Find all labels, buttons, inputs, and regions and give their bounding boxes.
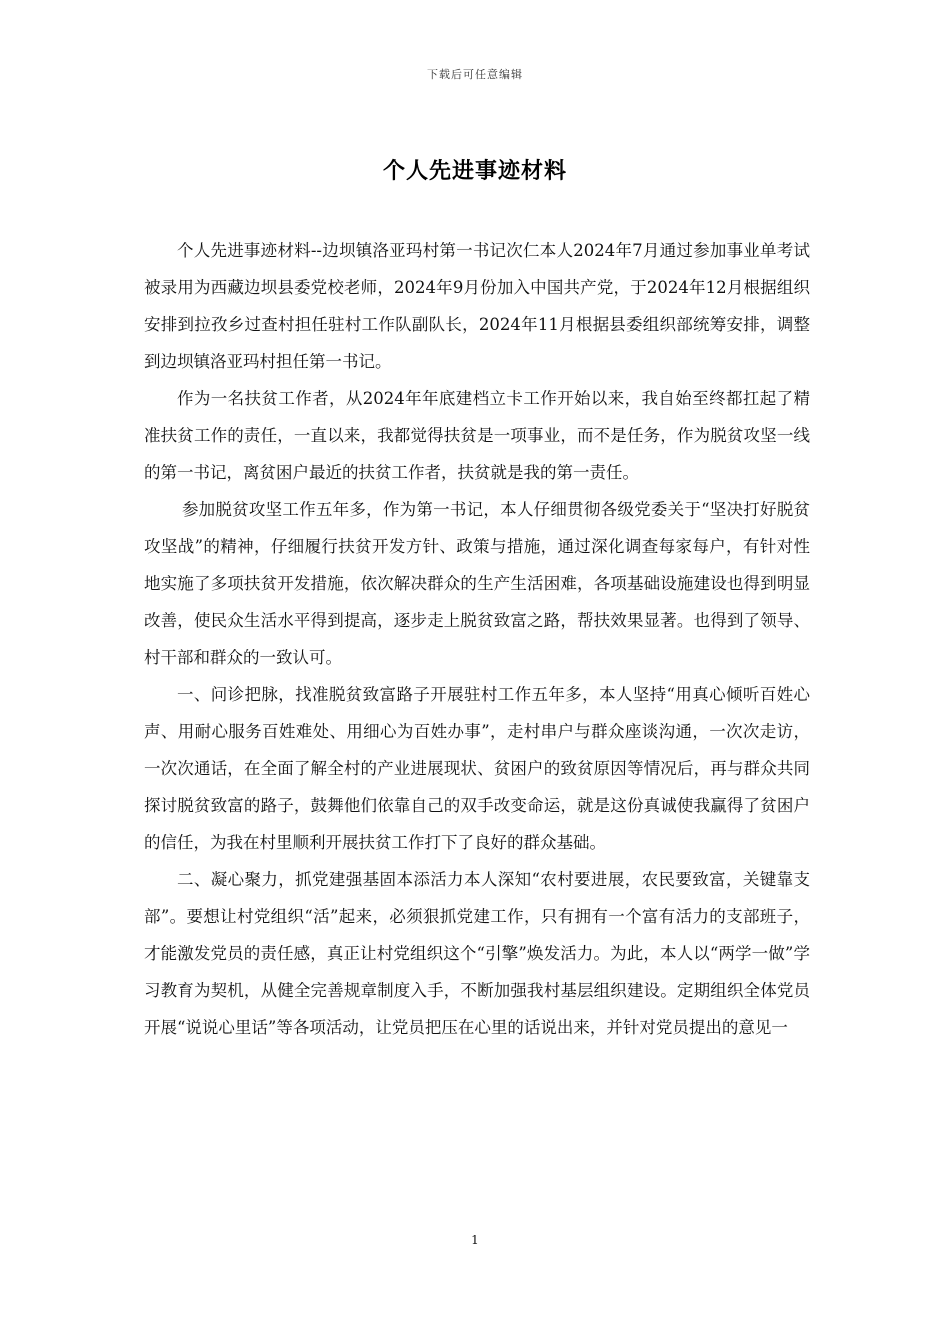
header-note: 下载后可任意编辑 [427, 68, 523, 81]
document-title: 个人先进事迹材料 [382, 158, 567, 184]
paragraph-1: 个人先进事迹材料--边坝镇洛亚玛村第一书记次仁本人2024年7月通过参加事业单考试被录用为西藏边坝县委党校老师，2024年9月份加入中国共产党，于2024年12月根据组织安排到拉孜乡过查村担任驻村工作队副队长，2024年11月根据县委组织部统筹安排，调整到边坝镇洛亚玛村担任第一书记。 [144, 241, 810, 371]
paragraph-3: 参加脱贫攻坚工作五年多，作为第一书记，本人仔细贯彻各级党委关于“坚决打好脱贫攻坚战”的精神，仔细履行扶贫开发方针、政策与措施，通过深化调查每家每户，有针对性地实施了多项扶贫开发措施，依次解决群众的生产生活困难，各项基础设施建设也得到明显改善，使民众生活水平得到提高，逐步走上脱贫致富之路，帮扶效果显著。也得到了领导、村干部和群众的一致认可。 [144, 500, 810, 667]
paragraph-4: 一、问诊把脉，找准脱贫致富路子开展驻村工作五年多，本人坚持“用真心倾听百姓心声、用耐心服务百姓难处、用细心为百姓办事”，走村串户与群众座谈沟通，一次次走访，一次次通话，在全面了解全村的产业进展现状、贫困户的致贫原因等情况后，再与群众共同探讨脱贫致富的路子，鼓舞他们依靠自己的双手改变命运，就是这份真诚使我赢得了贫困户的信任，为我在村里顺利开展扶贫工作打下了良好的群众基础。 [144, 685, 810, 852]
paragraph-2: 作为一名扶贫工作者，从2024年年底建档立卡工作开始以来，我自始至终都扛起了精准扶贫工作的责任，一直以来，我都觉得扶贫是一项事业，而不是任务，作为脱贫攻坚一线的第一书记，离贫困户最近的扶贫工作者，扶贫就是我的第一责任。 [144, 389, 810, 482]
document-body [144, 232, 810, 1046]
page-number: 1 [471, 1233, 479, 1247]
paragraph-5: 二、凝心聚力，抓党建强基固本添活力本人深知“农村要进展，农民要致富，关键靠支部”。要想让村党组织“活”起来，必须狠抓党建工作，只有拥有一个富有活力的支部班子，才能激发党员的责任感，真正让村党组织这个“引擎”焕发活力。为此，本人以“两学一做”学习教育为契机，从健全完善规章制度入手，不断加强我村基层组织建设。定期组织全体党员开展“说说心里话”等各项活动，让党员把压在心里的话说出来，并针对党员提出的意见一 [144, 870, 810, 1037]
